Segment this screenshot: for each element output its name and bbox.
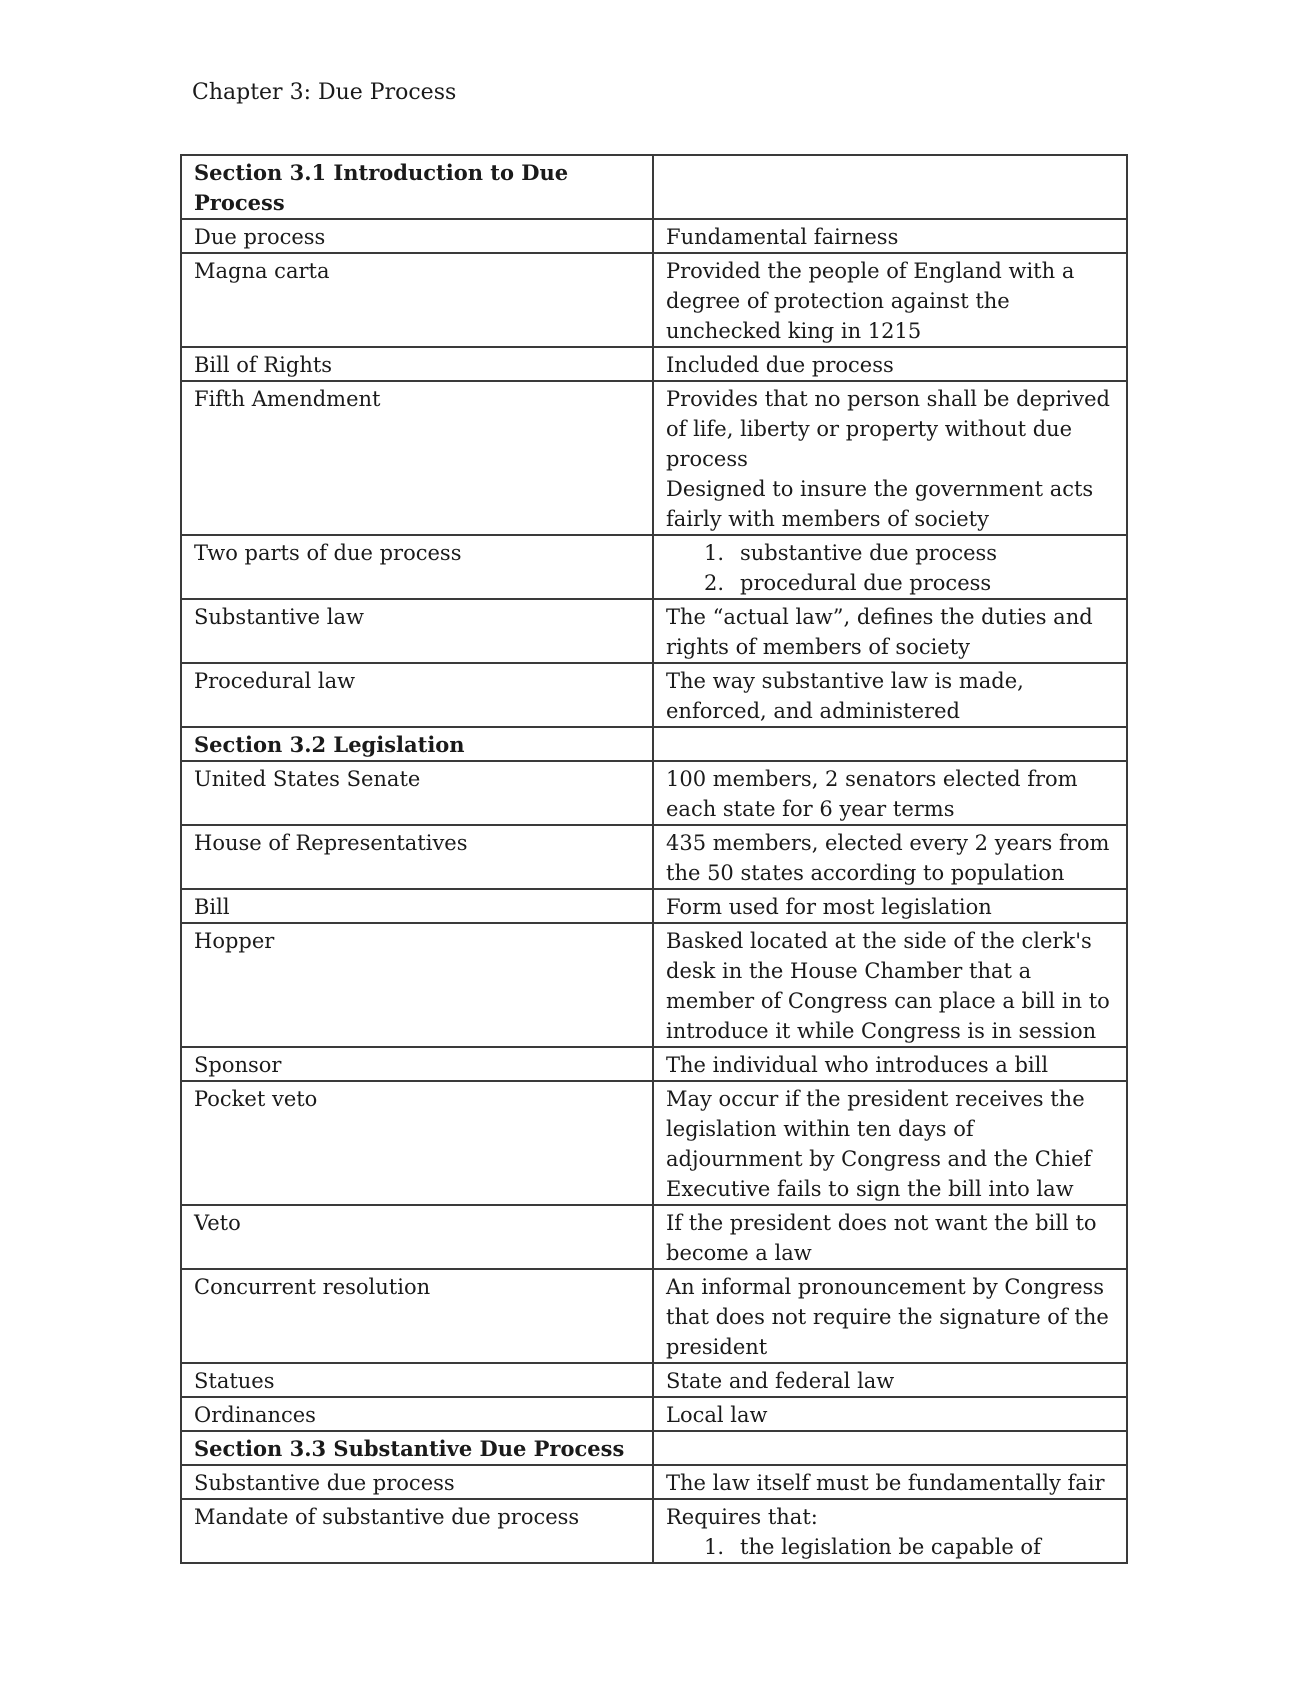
definition-cell bbox=[653, 253, 1127, 347]
definition-text: State and federal law bbox=[666, 1369, 895, 1393]
definition-text: Local law bbox=[666, 1403, 768, 1427]
definition-text: Provides that no person shall be deprived of life, liberty or property without due process bbox=[666, 387, 1110, 471]
term-cell bbox=[181, 1205, 653, 1269]
list-text: substantive due process bbox=[740, 541, 998, 565]
section-title-cell bbox=[181, 155, 653, 219]
definition-cell bbox=[653, 1205, 1127, 1269]
term-cell bbox=[181, 1397, 653, 1431]
term-cell bbox=[181, 1269, 653, 1363]
term-text: Veto bbox=[194, 1211, 241, 1235]
term-text: Sponsor bbox=[194, 1053, 282, 1077]
table-row bbox=[181, 1363, 1127, 1397]
term-text: Ordinances bbox=[194, 1403, 316, 1427]
table-row bbox=[181, 599, 1127, 663]
term-text: Pocket veto bbox=[194, 1087, 318, 1111]
table-row bbox=[181, 1397, 1127, 1431]
table-row bbox=[181, 347, 1127, 381]
term-text: Bill of Rights bbox=[194, 353, 333, 377]
list-text: procedural due process bbox=[740, 571, 992, 595]
section-title: Section 3.3 Substantive Due Process bbox=[194, 1436, 625, 1461]
term-text: Fifth Amendment bbox=[194, 387, 381, 411]
term-text: Statues bbox=[194, 1369, 275, 1393]
table-row bbox=[181, 1269, 1127, 1363]
definition-text: 100 members, 2 senators elected from each state for 6 year terms bbox=[666, 767, 1078, 821]
definition-text: The individual who introduces a bill bbox=[666, 1053, 1049, 1077]
table-row bbox=[181, 761, 1127, 825]
term-cell bbox=[181, 923, 653, 1047]
definition-cell bbox=[653, 727, 1127, 761]
definition-cell bbox=[653, 1397, 1127, 1431]
list-text: the legislation be capable of bbox=[740, 1535, 1041, 1559]
definition-cell bbox=[653, 923, 1127, 1047]
definition-text: Fundamental fairness bbox=[666, 225, 899, 249]
section-header-row bbox=[181, 1431, 1127, 1465]
term-cell bbox=[181, 1047, 653, 1081]
term-cell bbox=[181, 599, 653, 663]
term-cell bbox=[181, 825, 653, 889]
term-cell bbox=[181, 663, 653, 727]
definition-cell bbox=[653, 1431, 1127, 1465]
definition-cell bbox=[653, 663, 1127, 727]
table-row bbox=[181, 825, 1127, 889]
list-number: 1. bbox=[704, 1535, 725, 1559]
definition-text: Basked located at the side of the clerk's desk in the House Chamber that a member of Congress can place a bill in to introduce it while Congress is in session bbox=[666, 929, 1110, 1043]
definition-text: May occur if the president receives the legislation within ten days of adjournment by Congress and the Chief Executive fails to sign the bill into law bbox=[666, 1087, 1092, 1201]
table-row bbox=[181, 253, 1127, 347]
term-text: Magna carta bbox=[194, 259, 330, 283]
definition-text: If the president does not want the bill to become a law bbox=[666, 1211, 1097, 1265]
term-text: United States Senate bbox=[194, 767, 421, 791]
table-row bbox=[181, 889, 1127, 923]
definition-text: Requires that: bbox=[666, 1505, 818, 1529]
table-row bbox=[181, 219, 1127, 253]
definition-text: Designed to insure the government acts fairly with members of society bbox=[666, 477, 1094, 531]
notes-table-body bbox=[181, 155, 1127, 1563]
definition-cell bbox=[653, 825, 1127, 889]
definition-cell bbox=[653, 219, 1127, 253]
table-row bbox=[181, 1081, 1127, 1205]
definition-text: The way substantive law is made, enforced, and administered bbox=[666, 669, 1024, 723]
table-row bbox=[181, 1205, 1127, 1269]
definition-cell bbox=[653, 381, 1127, 535]
term-text: Hopper bbox=[194, 929, 275, 953]
table-row bbox=[181, 1499, 1127, 1563]
table-row bbox=[181, 381, 1127, 535]
numbered-list-item bbox=[666, 538, 1116, 568]
term-cell bbox=[181, 1081, 653, 1205]
term-text: Bill bbox=[194, 895, 230, 919]
definition-text: Form used for most legislation bbox=[666, 895, 992, 919]
numbered-list-item bbox=[666, 1532, 1116, 1562]
term-text: Due process bbox=[194, 225, 326, 249]
term-cell bbox=[181, 381, 653, 535]
definition-text: Provided the people of England with a degree of protection against the unchecked king in 1215 bbox=[666, 259, 1075, 343]
definition-text: An informal pronouncement by Congress that does not require the signature of the president bbox=[666, 1275, 1109, 1359]
term-cell bbox=[181, 219, 653, 253]
definition-cell bbox=[653, 1081, 1127, 1205]
term-cell bbox=[181, 253, 653, 347]
section-header-row bbox=[181, 727, 1127, 761]
definition-cell bbox=[653, 1047, 1127, 1081]
term-text: Substantive due process bbox=[194, 1471, 455, 1495]
term-cell bbox=[181, 1465, 653, 1499]
term-cell bbox=[181, 535, 653, 599]
table-row bbox=[181, 663, 1127, 727]
definition-text: The law itself must be fundamentally fair bbox=[666, 1471, 1105, 1495]
term-cell bbox=[181, 1363, 653, 1397]
section-title-cell bbox=[181, 727, 653, 761]
table-row bbox=[181, 923, 1127, 1047]
term-text: Two parts of due process bbox=[194, 541, 462, 565]
section-title: Section 3.1 Introduction to Due Process bbox=[194, 160, 569, 215]
term-text: Substantive law bbox=[194, 605, 364, 629]
page-title: Chapter 3: Due Process bbox=[192, 80, 457, 105]
term-cell bbox=[181, 347, 653, 381]
term-cell bbox=[181, 889, 653, 923]
definition-text: The “actual law”, defines the duties and rights of members of society bbox=[666, 605, 1093, 659]
term-text: Concurrent resolution bbox=[194, 1275, 431, 1299]
definition-cell bbox=[653, 1465, 1127, 1499]
definition-cell bbox=[653, 1269, 1127, 1363]
notes-table bbox=[180, 154, 1128, 1564]
term-text: Mandate of substantive due process bbox=[194, 1505, 580, 1529]
definition-cell bbox=[653, 761, 1127, 825]
term-cell bbox=[181, 761, 653, 825]
definition-cell bbox=[653, 1499, 1127, 1563]
definition-cell bbox=[653, 599, 1127, 663]
term-text: Procedural law bbox=[194, 669, 356, 693]
list-number: 2. bbox=[704, 571, 725, 595]
term-text: House of Representatives bbox=[194, 831, 468, 855]
section-title-cell bbox=[181, 1431, 653, 1465]
table-row bbox=[181, 1465, 1127, 1499]
definition-cell bbox=[653, 889, 1127, 923]
definition-text: 435 members, elected every 2 years from the 50 states according to population bbox=[666, 831, 1110, 885]
table-row bbox=[181, 1047, 1127, 1081]
section-title: Section 3.2 Legislation bbox=[194, 732, 465, 757]
section-header-row bbox=[181, 155, 1127, 219]
list-number: 1. bbox=[704, 541, 725, 565]
table-row bbox=[181, 535, 1127, 599]
definition-cell bbox=[653, 535, 1127, 599]
term-cell bbox=[181, 1499, 653, 1563]
definition-cell bbox=[653, 155, 1127, 219]
definition-text: Included due process bbox=[666, 353, 894, 377]
definition-cell bbox=[653, 1363, 1127, 1397]
numbered-list-item bbox=[666, 568, 1116, 598]
definition-cell bbox=[653, 347, 1127, 381]
